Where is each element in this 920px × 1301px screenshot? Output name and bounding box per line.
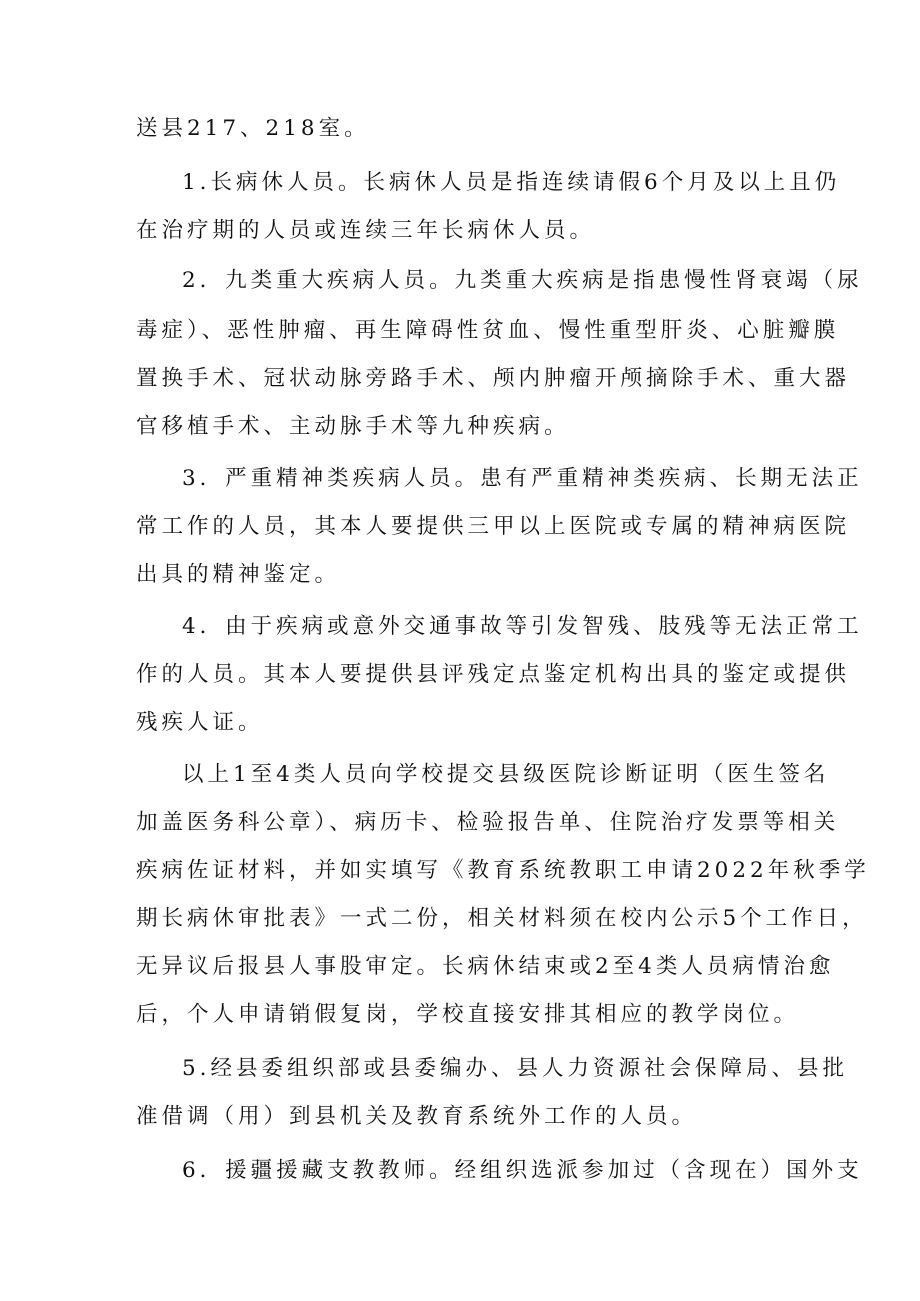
paragraph-line: 在治疗期的人员或连续三年长病休人员。 <box>136 218 596 243</box>
paragraph-line: 1.长病休人员。长病休人员是指连续请假6个月及以上且仍 <box>182 170 841 195</box>
paragraph-line: 2．九类重大疾病人员。九类重大疾病是指患慢性肾衰竭（尿 <box>182 268 863 293</box>
paragraph-line: 残疾人证。 <box>136 710 264 735</box>
paragraph-line: 期长病休审批表》一式二份，相关材料须在校内公示5个工作日， <box>136 906 868 931</box>
paragraph-line: 毒症）、恶性肿瘤、再生障碍性贫血、慢性重型肝炎、心脏瓣膜 <box>136 318 840 343</box>
paragraph-line: 置换手术、冠状动脉旁路手术、颅内肿瘤开颅摘除手术、重大器 <box>136 366 851 391</box>
paragraph-line: 作的人员。其本人要提供县评残定点鉴定机构出具的鉴定或提供 <box>136 662 851 687</box>
paragraph-line: 4．由于疾病或意外交通事故等引发智残、肢残等无法正常工 <box>182 614 863 639</box>
paragraph-line: 疾病佐证材料，并如实填写《教育系统教职工申请2022年秋季学 <box>136 858 870 883</box>
paragraph-line: 常工作的人员，其本人要提供三甲以上医院或专属的精神病医院 <box>136 514 851 539</box>
paragraph-line: 以上1至4类人员向学校提交县级医院诊断证明（医生签名 <box>182 762 830 787</box>
paragraph-line: 准借调（用）到县机关及教育系统外工作的人员。 <box>136 1104 698 1129</box>
paragraph-line: 后，个人申请销假复岗，学校直接安排其相应的教学岗位。 <box>136 1002 800 1027</box>
paragraph-line: 加盖医务科公章）、病历卡、检验报告单、住院治疗发票等相关 <box>136 810 840 835</box>
paragraph-line: 3．严重精神类疾病人员。患有严重精神类疾病、长期无法正 <box>182 466 863 491</box>
paragraph-line: 出具的精神鉴定。 <box>136 562 341 587</box>
paragraph-line: 6．援疆援藏支教教师。经组织选派参加过（含现在）国外支 <box>182 1158 863 1183</box>
paragraph-line: 5.经县委组织部或县委编办、县人力资源社会保障局、县批 <box>182 1056 849 1081</box>
paragraph-line: 无异议后报县人事股审定。长病休结束或2至4类人员病情治愈 <box>136 954 835 979</box>
paragraph-line: 官移植手术、主动脉手术等九种疾病。 <box>136 414 570 439</box>
paragraph-line: 送县217、218室。 <box>136 116 370 141</box>
